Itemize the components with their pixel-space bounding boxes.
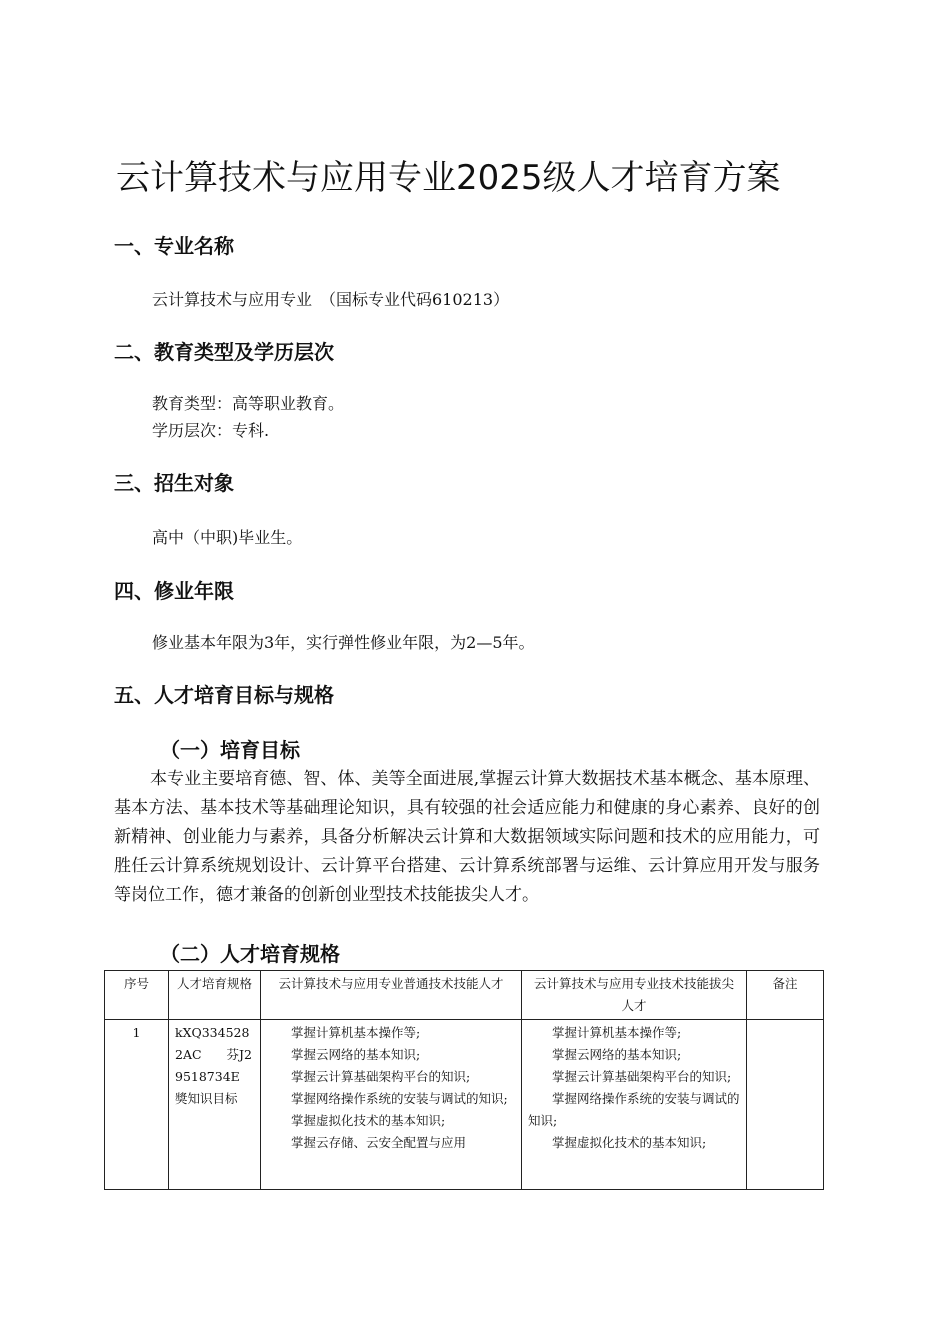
- section-heading-enrollment: 三、招生对象: [114, 471, 234, 495]
- general-item: 掌握计算机基本操作等;: [291, 1025, 421, 1040]
- training-spec-table: [104, 970, 824, 1190]
- general-item: 掌握云网络的基本知识;: [291, 1047, 421, 1062]
- header-no: 序号: [105, 971, 169, 1020]
- education-level-text: 学历层次：专科.: [152, 421, 270, 440]
- section-heading-major-name: 一、专业名称: [114, 234, 234, 258]
- general-item: 掌握云存储、云安全配置与应用: [291, 1135, 467, 1150]
- header-note: 备注: [747, 971, 824, 1020]
- page-title: 云计算技术与应用专业2025级人才培育方案: [116, 158, 781, 198]
- study-years-text: 修业基本年限为3年，实行弹性修业年限，为2—5年。: [152, 633, 535, 652]
- row-note: [747, 1020, 824, 1190]
- row-no: 1: [105, 1020, 169, 1190]
- section-heading-education-type: 二、教育类型及学历层次: [114, 340, 334, 364]
- row-top: [522, 1020, 747, 1190]
- subsection-heading-specs: （二）人才培育规格: [160, 942, 340, 966]
- general-item: 掌握虚拟化技术的基本知识;: [291, 1113, 446, 1128]
- section-heading-training-goals: 五、人才培育目标与规格: [114, 683, 334, 707]
- top-item: 掌握网络操作系统的安装与调试的知识;: [528, 1091, 740, 1128]
- header-spec: 人才培育规格: [169, 971, 261, 1020]
- top-item: 掌握虚拟化技术的基本知识;: [552, 1135, 707, 1150]
- row-general: [261, 1020, 522, 1190]
- table-header-row: [105, 971, 824, 1020]
- top-item: 掌握云计算基础架构平台的知识;: [552, 1069, 732, 1084]
- section-heading-study-years: 四、修业年限: [114, 579, 234, 603]
- row-spec: kXQ3345282AC 芬J29518734E 獎知识目标: [169, 1020, 261, 1190]
- header-top: 云计算技术与应用专业技术技能拔尖人才: [522, 971, 747, 1020]
- top-item: 掌握计算机基本操作等;: [552, 1025, 682, 1040]
- general-item: 掌握网络操作系统的安装与调试的知识;: [291, 1091, 508, 1106]
- header-general: 云计算技术与应用专业普通技术技能人才: [261, 971, 522, 1020]
- top-item: 掌握云网络的基本知识;: [552, 1047, 682, 1062]
- subsection-heading-goals: （一）培育目标: [160, 738, 300, 762]
- goals-paragraph: 本专业主要培育德、智、体、美等全面进展,掌握云计算大数据技术基本概念、基本原理、基本方法、基本技术等基础理论知识，具有较强的社会适应能力和健康的身心素养、良好的创新精神、创业能力与素养，具备分析解决云计算和大数据领域实际问题和技术的应用能力，可胜任云计算系统规划设计、云计算平台搭建、云计算系统部署与运维、云计算应用开发与服务等岗位工作，德才兼备的创新创业型技术技能拔尖人才。: [114, 769, 820, 905]
- major-name-text: 云计算技术与应用专业 （国标专业代码610213）: [152, 290, 510, 309]
- education-type-text: 教育类型：高等职业教育。: [152, 394, 345, 413]
- enrollment-text: 高中（中职)毕业生。: [152, 528, 303, 547]
- table-row: [105, 1020, 824, 1190]
- general-item: 掌握云计算基础架构平台的知识;: [291, 1069, 471, 1084]
